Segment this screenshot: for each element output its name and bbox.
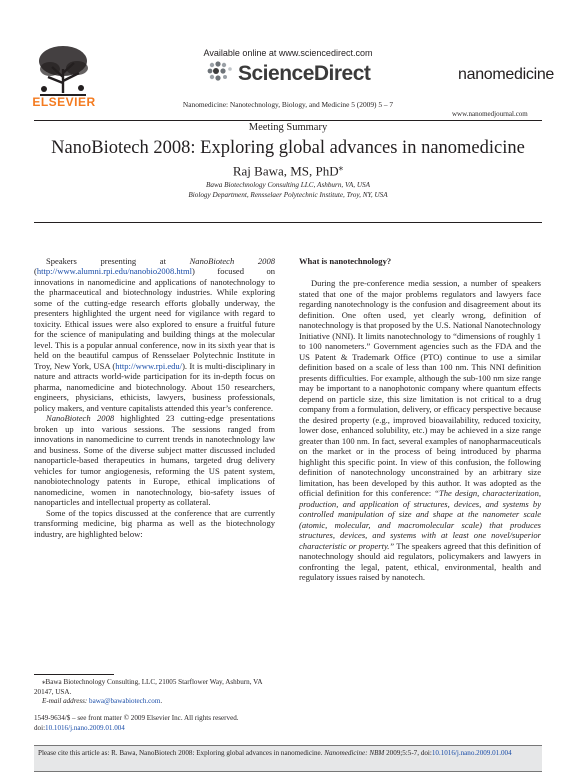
affiliation-1: Bawa Biotechnology Consulting LLC, Ashburn, VA, USA [205, 181, 371, 189]
journal-citation-line: Nanomedicine: Nanotechnology, Biology, and Medicine 5 (2009) 5 – 7 [182, 100, 394, 109]
publisher-wordmark: ELSEVIER [32, 95, 96, 109]
available-online-line: Available online at www.sciencedirect.com [203, 48, 373, 58]
paragraph: Some of the topics discussed at the conference that are currently transforming medicine, big pharma as well as the biotechnology industry, are highlighted below: [34, 507, 275, 539]
rpi-link[interactable]: http://www.rpi.edu/ [115, 360, 183, 371]
conference-link[interactable]: http://www.alumni.rpi.edu/nanobio2008.html [36, 266, 193, 277]
author-name: Raj Bawa, MS, PhD⁎ [232, 162, 344, 179]
journal-logo: nanomedicine [458, 66, 555, 83]
doi-link[interactable]: 10.1016/j.nano.2009.01.004 [45, 723, 125, 732]
left-column [34, 256, 275, 539]
author-footnote: ⁎Bawa Biotechnology Consulting, LLC, 21005 Starflower Way, Ashburn, VA 20147, USA. E-mail address: bawa@bawabiotech.com. [34, 678, 263, 705]
affiliation-2: Biology Department, Rensselaer Polytechnic Institute, Troy, NY, USA [188, 191, 388, 199]
issn-block: 1549-9634/$ – see front matter © 2009 Elsevier Inc. All rights reserved. doi:10.1016/j.nano.2009.01.004 [34, 714, 239, 732]
article-title: NanoBiotech 2008: Exploring global advances in nanomedicine [51, 138, 525, 158]
sciencedirect-wordmark: ScienceDirect [238, 62, 371, 85]
citation-box: Please cite this article as: R. Bawa, NanoBiotech 2008: Exploring global advances in nanomedicine. Nanomedicine: NBM 2009;5:5-7, doi:10.1016/j.nano.2009.01.004 [34, 745, 542, 772]
section-heading: What is nanotechnology? [299, 256, 392, 266]
right-column [299, 256, 541, 583]
email-link[interactable]: bawa@bawabiotech.com [89, 697, 161, 705]
author-footnote-mark[interactable]: ⁎ [338, 162, 344, 172]
paragraph: During the pre-conference media session, a number of speakers stated that one of the major problems regulators and lawyers face regarding nanotechnology is the confusion and disagreement about its definition. One often used, yet clearly wrong, definition of nanotechnology is that proposed by the U.S. National Nanotechnology Initiative (NNI). It limits nanotechnology to “dimensions of roughly 1 to 100 nanometers.” Government agencies such as the FDA and the US Patent & Trademark Office (PTO) continue to use a similar definition based on a scale of less than 100 nm. This NNI definition presents difficulties. For example, although the sub-100 nm size range may be important to a nanophotonic company where quantum effects depend on particle size, this size limitation is not critical to a drug company from a formulation, delivery, or efficacy perspective because the desired property (e.g., improved bioavailability, reduced toxicity, lower dose, enhanced solubility, etc.) may be achieved in a size range greater than 100 nm. In fact, several examples of nanopharmaceuticals on the market or in the process of being introduced by pharma highlight this specific point. In view of this confusion, the following definition of nanotechnology unconstrained by an arbitrary size limitation, has been developed by this author. It was adopted as the official definition for this conference: “The design, characterization, production, and application of structures, devices, and systems by controlled manipulation of size and shape at the nanometer scale (atomic, molecular, and macromolecular scale) that produces structures, devices, and systems with at least one novel/superior characteristic or property.” The speakers agreed that this definition of nanotechnology should aid regulators, policymakers and lawyers in confronting the legal, patent, ethical, environmental, health and regulatory issues raised by nanotech. [299, 278, 541, 583]
paragraph: Speakers presenting at NanoBiotech 2008 (http://www.alumni.rpi.edu/nanobio2008.html) focused on innovations in nanomedicine and applications of nanotechnology to the pharmaceutical and biotechnology industries. While exploring some of the cutting-edge research efforts globally underway, the presenters highlighted the urgent need for vigilance with regard to toxicity. Ethical issues were also explored to ensure a fruitful future for the science of manipulating and building things at the molecular level. This is a popular annual conference, now in its sixth year that is held on the beautiful campus of Rensselaer Polytechnic Institute in Troy, New York, USA (http://www.rpi.edu/). It is multi-disciplinary in nature and attracts world-wide participation for its in-depth focus on pharma, nanomedicine and biotechnology. About 150 researchers, engineers, physicians, ethicists, lawyers, business professionals, policy makers, and venture capitalists attended this year’s conference. [34, 256, 275, 413]
footnote-rule [34, 674, 114, 675]
title-rule [34, 222, 542, 223]
journal-url[interactable]: www.nanomedjournal.com [452, 110, 528, 118]
header-rule [34, 120, 542, 121]
section-label: Meeting Summary [248, 122, 328, 133]
citation-doi-link[interactable]: 10.1016/j.nano.2009.01.004 [431, 749, 512, 757]
paragraph: NanoBiotech 2008 highlighted 23 cutting-edge presentations broken up into various sessions. The sessions ranged from innovations in nanomedicine to current trends in nanotechnology law and business. Some of the diverse subject matter discussed included nanoparticle-based therapeutics in humans, targeted drug delivery vehicles for tumor angiogenesis, reforming the US patent system, nanobiotechnology patents in Europe, ethical implications of nanomedicine, women in nanotechnology, bio-safety issues of nanoparticles and intellectual property as collateral. [34, 413, 276, 508]
sciencedirect-dots-icon [206, 60, 236, 82]
